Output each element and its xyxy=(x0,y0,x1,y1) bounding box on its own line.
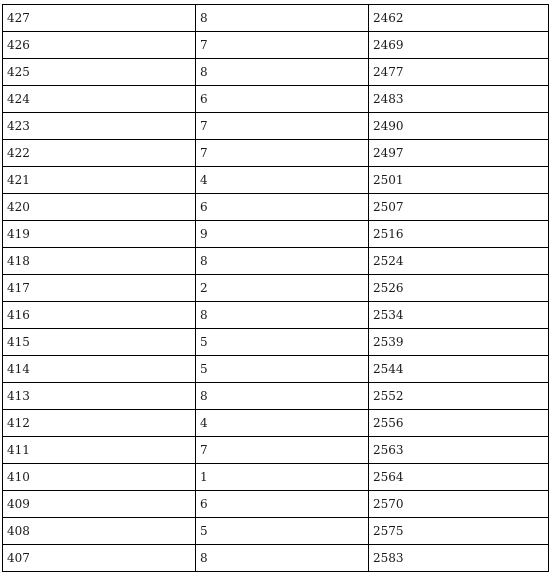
count-cell: 7 xyxy=(196,437,369,464)
table-row xyxy=(3,5,549,32)
score-cell: 422 xyxy=(3,140,196,167)
cumulative-cell: 2526 xyxy=(369,275,549,302)
cumulative-cell: 2490 xyxy=(369,113,549,140)
table-row xyxy=(3,140,549,167)
score-cell: 410 xyxy=(3,464,196,491)
table-row xyxy=(3,32,549,59)
cumulative-cell: 2544 xyxy=(369,356,549,383)
count-cell: 6 xyxy=(196,194,369,221)
score-cell: 412 xyxy=(3,410,196,437)
table-row xyxy=(3,275,549,302)
cumulative-cell: 2563 xyxy=(369,437,549,464)
table-row xyxy=(3,491,549,518)
cumulative-cell: 2552 xyxy=(369,383,549,410)
cumulative-cell: 2524 xyxy=(369,248,549,275)
count-cell: 1 xyxy=(196,464,369,491)
count-cell: 6 xyxy=(196,86,369,113)
score-cell: 425 xyxy=(3,59,196,86)
count-cell: 8 xyxy=(196,302,369,329)
cumulative-cell: 2583 xyxy=(369,545,549,572)
table-row xyxy=(3,248,549,275)
count-cell: 6 xyxy=(196,491,369,518)
cumulative-cell: 2564 xyxy=(369,464,549,491)
cumulative-cell: 2556 xyxy=(369,410,549,437)
cumulative-cell: 2534 xyxy=(369,302,549,329)
score-cell: 426 xyxy=(3,32,196,59)
cumulative-cell: 2462 xyxy=(369,5,549,32)
score-cell: 419 xyxy=(3,221,196,248)
count-cell: 8 xyxy=(196,248,369,275)
score-table-body xyxy=(3,5,549,572)
count-cell: 5 xyxy=(196,356,369,383)
cumulative-cell: 2497 xyxy=(369,140,549,167)
count-cell: 5 xyxy=(196,518,369,545)
count-cell: 8 xyxy=(196,5,369,32)
score-cell: 417 xyxy=(3,275,196,302)
cumulative-cell: 2501 xyxy=(369,167,549,194)
count-cell: 8 xyxy=(196,545,369,572)
table-row xyxy=(3,59,549,86)
score-cell: 416 xyxy=(3,302,196,329)
count-cell: 2 xyxy=(196,275,369,302)
score-cell: 421 xyxy=(3,167,196,194)
score-cell: 424 xyxy=(3,86,196,113)
count-cell: 5 xyxy=(196,329,369,356)
table-row xyxy=(3,356,549,383)
table-row xyxy=(3,464,549,491)
score-cell: 411 xyxy=(3,437,196,464)
table-row xyxy=(3,545,549,572)
count-cell: 9 xyxy=(196,221,369,248)
table-row xyxy=(3,302,549,329)
cumulative-cell: 2477 xyxy=(369,59,549,86)
score-cell: 408 xyxy=(3,518,196,545)
table-row xyxy=(3,329,549,356)
score-cell: 420 xyxy=(3,194,196,221)
score-cell: 423 xyxy=(3,113,196,140)
cumulative-cell: 2507 xyxy=(369,194,549,221)
table-row xyxy=(3,518,549,545)
count-cell: 4 xyxy=(196,410,369,437)
cumulative-cell: 2516 xyxy=(369,221,549,248)
table-row xyxy=(3,437,549,464)
table-row xyxy=(3,410,549,437)
table-row xyxy=(3,383,549,410)
count-cell: 7 xyxy=(196,140,369,167)
table-row xyxy=(3,113,549,140)
count-cell: 7 xyxy=(196,32,369,59)
score-cell: 427 xyxy=(3,5,196,32)
cumulative-cell: 2570 xyxy=(369,491,549,518)
score-cell: 414 xyxy=(3,356,196,383)
count-cell: 4 xyxy=(196,167,369,194)
cumulative-cell: 2469 xyxy=(369,32,549,59)
score-cell: 413 xyxy=(3,383,196,410)
score-cell: 409 xyxy=(3,491,196,518)
score-cell: 407 xyxy=(3,545,196,572)
score-cell: 415 xyxy=(3,329,196,356)
count-cell: 8 xyxy=(196,383,369,410)
cumulative-cell: 2575 xyxy=(369,518,549,545)
table-row xyxy=(3,167,549,194)
table-row xyxy=(3,221,549,248)
cumulative-cell: 2539 xyxy=(369,329,549,356)
score-table xyxy=(2,4,549,572)
table-row xyxy=(3,86,549,113)
count-cell: 7 xyxy=(196,113,369,140)
table-row xyxy=(3,194,549,221)
score-cell: 418 xyxy=(3,248,196,275)
cumulative-cell: 2483 xyxy=(369,86,549,113)
count-cell: 8 xyxy=(196,59,369,86)
